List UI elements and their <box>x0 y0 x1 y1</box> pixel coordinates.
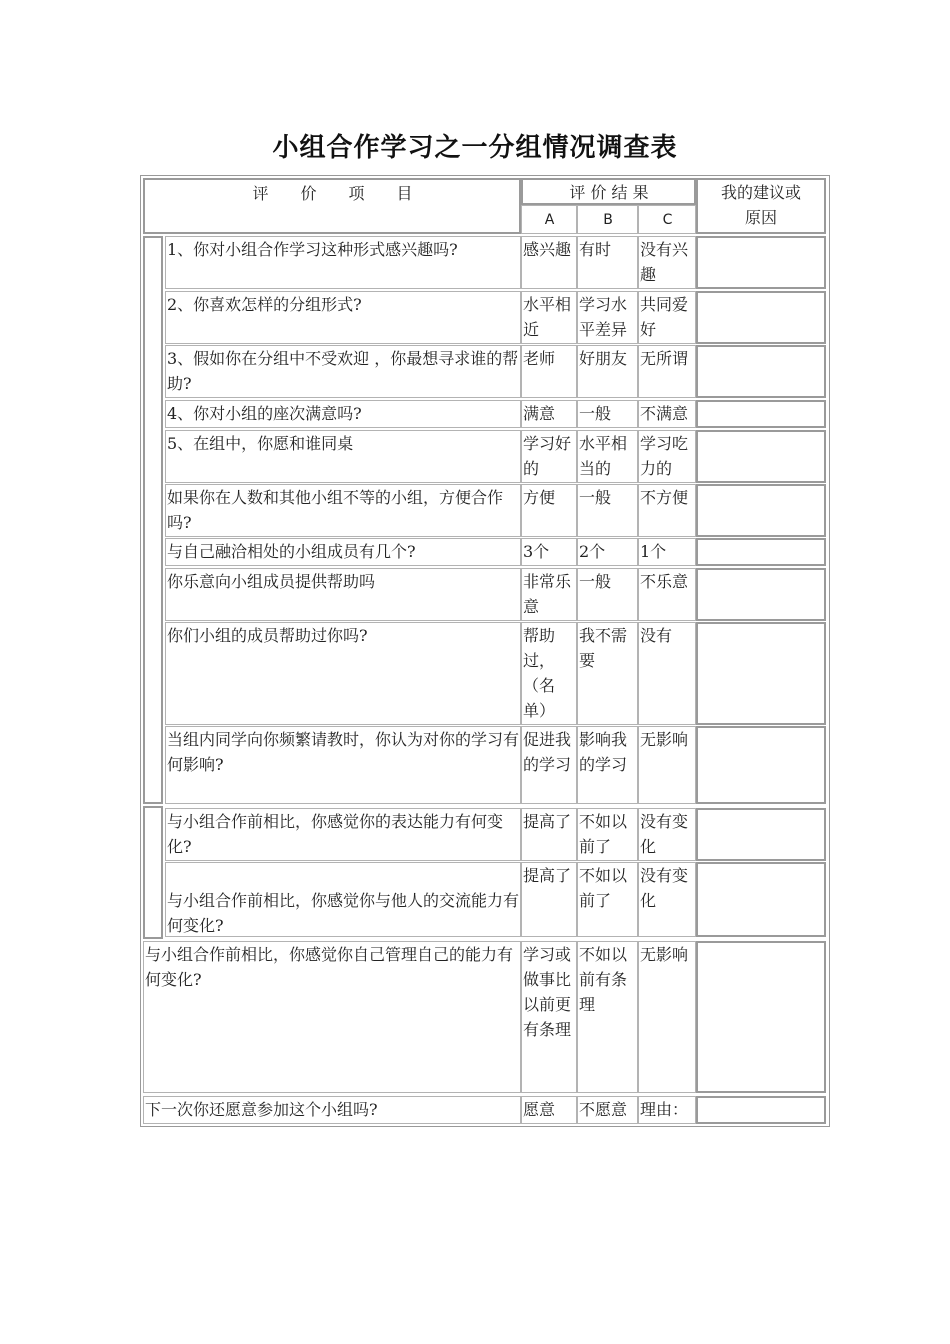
header-a: A <box>521 205 577 234</box>
answer-b-cell: 不如以前了 <box>577 808 638 861</box>
answer-a-cell: 提高了 <box>521 808 577 861</box>
question-cell: 1、你对小组合作学习这种形式感兴趣吗? <box>165 236 521 289</box>
answer-a-cell: 愿意 <box>521 1096 577 1124</box>
answer-c-cell: 没有 <box>638 622 696 725</box>
question-cell: 3、假如你在分组中不受欢迎 ，你最想寻求谁的帮助? <box>165 345 521 398</box>
question-cell: 2、你喜欢怎样的分组形式? <box>165 291 521 344</box>
answer-c-cell: 没有兴趣 <box>638 236 696 289</box>
answer-a-cell: 水平相近 <box>521 291 577 344</box>
answer-b-cell: 我不需要 <box>577 622 638 725</box>
suggestion-cell <box>696 236 826 289</box>
answer-b-cell: 水平相当的 <box>577 430 638 483</box>
answer-c-cell: 无影响 <box>638 726 696 804</box>
answer-a-cell: 非常乐意 <box>521 568 577 621</box>
answer-c-cell: 学习吃力的 <box>638 430 696 483</box>
answer-b-cell: 不如以前有条理 <box>577 941 638 1093</box>
answer-c-cell: 无所谓 <box>638 345 696 398</box>
indent-column-1 <box>143 236 163 804</box>
answer-c-cell: 不乐意 <box>638 568 696 621</box>
page-title: 小组合作学习之一分组情况调查表 <box>272 133 678 163</box>
answer-c-cell: 1个 <box>638 538 696 566</box>
answer-b-cell: 不如以前了 <box>577 862 638 937</box>
answer-c-cell: 没有变化 <box>638 808 696 861</box>
question-cell: 4、你对小组的座次满意吗? <box>165 400 521 428</box>
suggestion-cell <box>696 291 826 344</box>
answer-a-cell: 学习或做事比以前更有条理 <box>521 941 577 1093</box>
answer-c-cell: 无影响 <box>638 941 696 1093</box>
suggestion-cell <box>696 538 826 566</box>
answer-a-cell: 方便 <box>521 484 577 537</box>
answer-a-cell: 提高了 <box>521 862 577 937</box>
answer-c-cell: 不满意 <box>638 400 696 428</box>
question-cell: 与小组合作前相比，你感觉你自己管理自己的能力有何变化? <box>143 941 521 1093</box>
answer-a-cell: 满意 <box>521 400 577 428</box>
answer-b-cell: 有时 <box>577 236 638 289</box>
answer-b-cell: 好朋友 <box>577 345 638 398</box>
header-b: B <box>577 205 638 234</box>
suggestion-cell <box>696 484 826 537</box>
question-cell: 如果你在人数和其他小组不等的小组，方便合作吗? <box>165 484 521 537</box>
suggestion-cell <box>696 568 826 621</box>
question-cell: 与小组合作前相比，你感觉你的表达能力有何变化? <box>165 808 521 861</box>
question-cell: 5、在组中，你愿和谁同桌 <box>165 430 521 483</box>
answer-b-cell: 一般 <box>577 568 638 621</box>
question-cell: 与小组合作前相比，你感觉你与他人的交流能力有何变化? <box>165 862 521 937</box>
answer-b-cell: 影响我的学习 <box>577 726 638 804</box>
suggestion-cell <box>696 430 826 483</box>
answer-b-cell: 不愿意 <box>577 1096 638 1124</box>
suggestion-cell <box>696 400 826 428</box>
answer-a-cell: 学习好的 <box>521 430 577 483</box>
header-result: 评 价 结 果 <box>521 178 696 205</box>
suggestion-cell <box>696 622 826 725</box>
answer-c-cell: 没有变化 <box>638 862 696 937</box>
suggestion-cell <box>696 726 826 804</box>
answer-c-cell: 不方便 <box>638 484 696 537</box>
answer-a-cell: 3个 <box>521 538 577 566</box>
suggestion-cell <box>696 808 826 861</box>
question-cell: 下一次你还愿意参加这个小组吗? <box>143 1096 521 1124</box>
question-cell: 你乐意向小组成员提供帮助吗 <box>165 568 521 621</box>
answer-c-cell: 理由： <box>638 1096 696 1124</box>
suggestion-cell <box>696 862 826 937</box>
answer-b-cell: 一般 <box>577 484 638 537</box>
suggestion-cell <box>696 345 826 398</box>
suggestion-cell <box>696 1096 826 1124</box>
header-suggestion: 我的建议或原因 <box>696 178 826 234</box>
answer-a-cell: 感兴趣 <box>521 236 577 289</box>
question-cell: 当组内同学向你频繁请教时，你认为对你的学习有何影响? <box>165 726 521 804</box>
answer-a-cell: 帮助过，（名单） <box>521 622 577 725</box>
question-cell: 你们小组的成员帮助过你吗? <box>165 622 521 725</box>
answer-a-cell: 促进我的学习 <box>521 726 577 804</box>
header-c: C <box>638 205 696 234</box>
answer-b-cell: 学习水平差异 <box>577 291 638 344</box>
question-cell: 与自己融洽相处的小组成员有几个? <box>165 538 521 566</box>
suggestion-cell <box>696 941 826 1093</box>
header-item: 评 价 项 目 <box>143 178 521 234</box>
answer-a-cell: 老师 <box>521 345 577 398</box>
answer-c-cell: 共同爱好 <box>638 291 696 344</box>
indent-column-2 <box>143 806 163 939</box>
answer-b-cell: 一般 <box>577 400 638 428</box>
answer-b-cell: 2个 <box>577 538 638 566</box>
